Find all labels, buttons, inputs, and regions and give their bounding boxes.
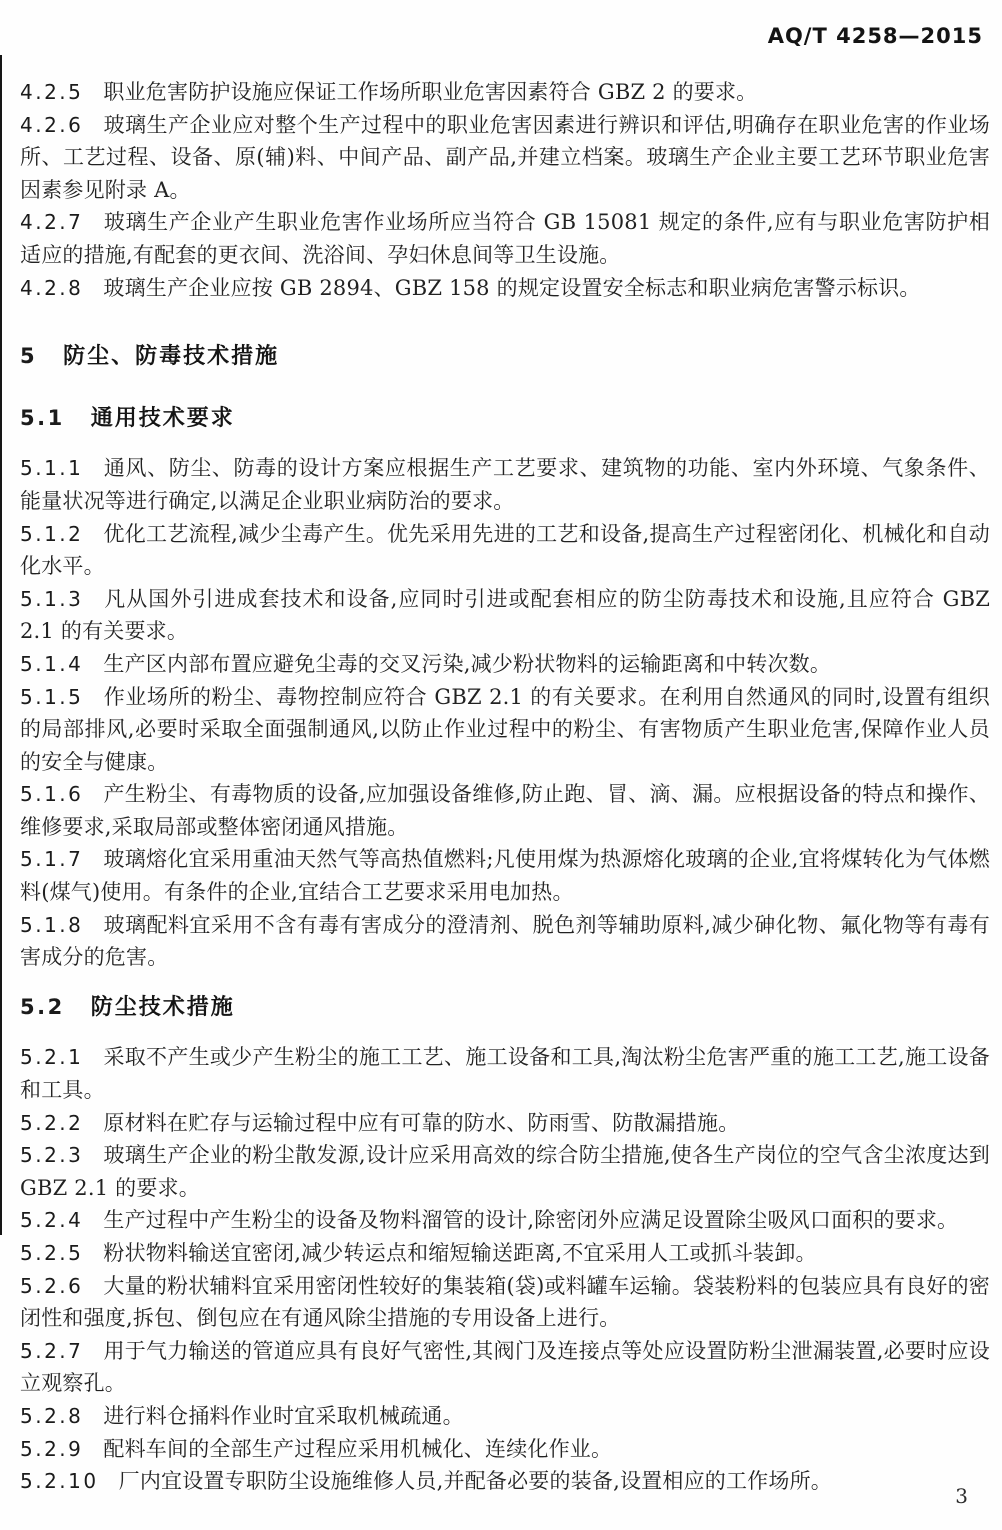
clause-text: 大量的粉状辅料宜采用密闭性较好的集装箱(袋)或料罐车运输。袋装粉料的包装应具有良好的密闭性和强度,拆包、倒包应在有通风除尘措施的专用设备上进行。 — [20, 1273, 990, 1331]
clause-number: 5.2.10 — [20, 1469, 99, 1494]
clause-text: 采取不产生或少产生粉尘的施工工艺、施工设备和工具,淘汰粉尘危害严重的施工工艺,施工设备和工具。 — [20, 1045, 990, 1103]
clause-text: 职业危害防护设施应保证工作场所职业危害因素符合 GBZ 2 的要求。 — [103, 80, 758, 104]
clause-text: 作业场所的粉尘、毒物控制应符合 GBZ 2.1 的有关要求。在利用自然通风的同时,设置有组织的局部排风,必要时采取全面强制通风,以防止作业过程中的粉尘、有害物质产生职业危害,保障作业人员的安全与健康。 — [20, 684, 990, 774]
clause-4-2-7 — [20, 206, 990, 271]
clause-text: 产生粉尘、有毒物质的设备,应加强设备维修,防止跑、冒、滴、漏。应根据设备的特点和操作、维修要求,采取局部或整体密闭通风措施。 — [20, 782, 990, 839]
clause-5-1-5 — [20, 681, 990, 779]
clause-number: 5.2.8 — [20, 1403, 84, 1428]
clause-text: 进行料仓捅料作业时宜采取机械疏通。 — [103, 1403, 464, 1428]
section-number: 5.1 — [20, 405, 65, 430]
clause-number: 5.1.3 — [20, 586, 84, 611]
clause-number: 5.1.6 — [20, 782, 84, 807]
clause-4-2-6 — [20, 109, 990, 207]
clause-text: 原材料在贮存与运输过程中应有可靠的防水、防雨雪、防散漏措施。 — [103, 1110, 740, 1135]
clause-number: 5.2.7 — [20, 1338, 84, 1363]
clause-number: 5.2.1 — [20, 1045, 84, 1070]
clause-text: 通风、防尘、防毒的设计方案应根据生产工艺要求、建筑物的功能、室内外环境、气象条件、能量状况等进行确定,以满足企业职业病防治的要求。 — [20, 456, 990, 513]
clause-number: 5.2.4 — [20, 1208, 84, 1233]
clause-5-1-6 — [20, 778, 990, 843]
clause-text: 玻璃生产企业应按 GB 2894、GBZ 158 的规定设置安全标志和职业病危害警示标识。 — [103, 275, 921, 300]
clause-number: 5.1.7 — [20, 847, 84, 872]
clause-5-1-4 — [20, 648, 990, 681]
standard-number-header: AQ/T 4258—2015 — [767, 24, 983, 48]
clause-number: 5.2.5 — [20, 1241, 84, 1265]
scan-edge-artifact — [0, 55, 2, 1235]
clause-5-2-2 — [20, 1107, 990, 1140]
clause-text: 用于气力输送的管道应具有良好气密性,其阀门及连接点等处应设置防粉尘泄漏装置,必要时应设立观察孔。 — [20, 1338, 990, 1396]
clause-number: 5.2.9 — [20, 1436, 84, 1461]
page-number: 3 — [955, 1484, 968, 1508]
clause-number: 5.2.3 — [20, 1143, 84, 1168]
section-5-2-heading — [20, 991, 990, 1025]
section-title: 通用技术要求 — [90, 405, 235, 431]
clause-number: 5.1.4 — [20, 651, 84, 676]
clause-5-2-8 — [20, 1400, 990, 1433]
clause-5-2-3 — [20, 1139, 990, 1204]
clause-number: 4.2.5 — [20, 80, 84, 104]
clause-number: 5.1.8 — [20, 912, 84, 937]
clause-text: 优化工艺流程,减少尘毒产生。优先采用先进的工艺和设备,提高生产过程密闭化、机械化和自动化水平。 — [20, 521, 990, 579]
clause-text: 粉状物料输送宜密闭,减少转运点和缩短输送距离,不宜采用人工或抓斗装卸。 — [103, 1241, 817, 1265]
clause-5-1-8 — [20, 909, 990, 974]
clause-5-1-7 — [20, 843, 990, 908]
clause-5-2-6 — [20, 1270, 990, 1335]
section-number: 5.2 — [20, 994, 65, 1019]
section-5-heading — [20, 340, 990, 374]
clause-5-1-3 — [20, 583, 990, 648]
clause-number: 4.2.6 — [20, 112, 84, 137]
clause-4-2-8 — [20, 272, 990, 305]
clause-5-1-1 — [20, 452, 990, 517]
section-title: 防尘技术措施 — [90, 994, 235, 1020]
clause-text: 配料车间的全部生产过程应采用机械化、连续化作业。 — [103, 1436, 613, 1461]
clause-number: 5.2.2 — [20, 1110, 84, 1135]
clause-5-2-9 — [20, 1433, 990, 1466]
clause-text: 玻璃生产企业产生职业危害作业场所应当符合 GB 15081 规定的条件,应有与职业危害防护相适应的措施,有配套的更衣间、洗浴间、孕妇休息间等卫生设施。 — [20, 210, 990, 267]
clause-4-2-5 — [20, 76, 990, 109]
clause-number: 5.1.5 — [20, 684, 84, 709]
clause-5-2-4 — [20, 1204, 990, 1237]
clause-text: 玻璃配料宜采用不含有毒有害成分的澄清剂、脱色剂等辅助原料,减少砷化物、氟化物等有毒有害成分的危害。 — [20, 912, 990, 970]
clause-5-2-7 — [20, 1335, 990, 1400]
clause-text: 生产过程中产生粉尘的设备及物料溜管的设计,除密闭外应满足设置除尘吸风口面积的要求。 — [103, 1208, 959, 1233]
document-body — [20, 76, 990, 1498]
section-title: 防尘、防毒技术措施 — [63, 344, 280, 370]
clause-text: 玻璃生产企业的粉尘散发源,设计应采用高效的综合防尘措施,使各生产岗位的空气含尘浓度达到 GBZ 2.1 的要求。 — [20, 1143, 990, 1200]
clause-number: 4.2.8 — [20, 275, 84, 300]
clause-text: 凡从国外引进成套技术和设备,应同时引进或配套相应的防尘防毒技术和设施,且应符合 GBZ 2.1 的有关要求。 — [20, 586, 990, 644]
clause-number: 5.2.6 — [20, 1273, 84, 1298]
clause-text: 厂内宜设置专职防尘设施维修人员,并配备必要的装备,设置相应的工作场所。 — [118, 1469, 832, 1494]
clause-text: 玻璃生产企业应对整个生产过程中的职业危害因素进行辨识和评估,明确存在职业危害的作业场所、工艺过程、设备、原(辅)料、中间产品、副产品,并建立档案。玻璃生产企业主要工艺环节职业危害因素参见附录 A。 — [20, 112, 990, 202]
clause-text: 玻璃熔化宜采用重油天然气等高热值燃料;凡使用煤为热源熔化玻璃的企业,宜将煤转化为气体燃料(煤气)使用。有条件的企业,宜结合工艺要求采用电加热。 — [20, 847, 990, 905]
clause-number: 5.1.2 — [20, 521, 84, 546]
clause-text: 生产区内部布置应避免尘毒的交叉污染,减少粉状物料的运输距离和中转次数。 — [103, 651, 832, 676]
clause-5-1-2 — [20, 518, 990, 583]
clause-number: 4.2.7 — [20, 210, 84, 235]
clause-5-2-1 — [20, 1041, 990, 1106]
clause-5-2-5 — [20, 1237, 990, 1270]
section-5-1-heading — [20, 402, 990, 436]
section-number: 5 — [20, 344, 38, 369]
clause-number: 5.1.1 — [20, 456, 84, 481]
clause-5-2-10 — [20, 1465, 990, 1498]
